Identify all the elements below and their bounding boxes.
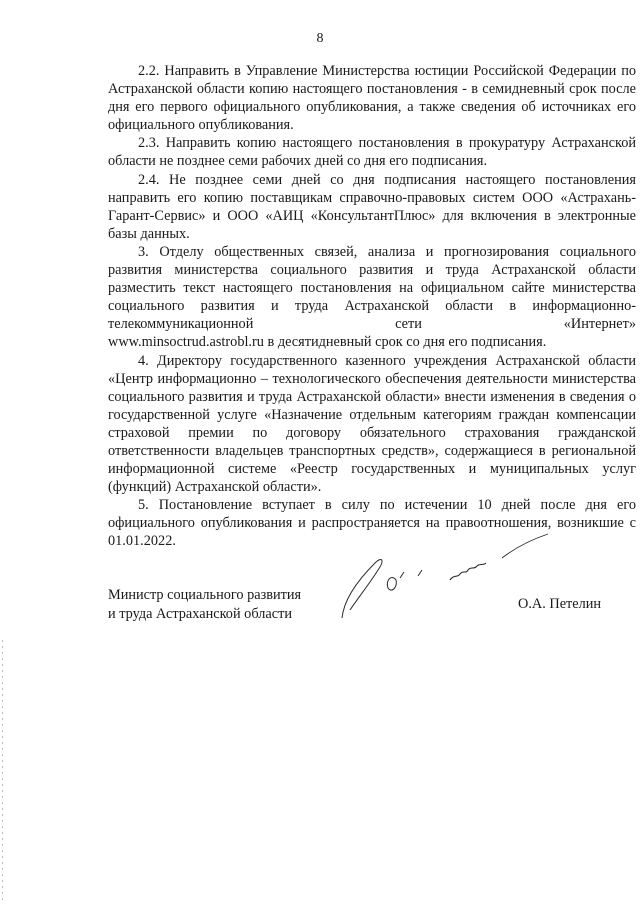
paragraph-3-continuation: www.minsoctrud.astrobl.ru в десятидневный срок со дня его подписания. bbox=[108, 334, 547, 351]
paragraph-2-3: 2.3. Направить копию настоящего постановления в прокуратуру Астраханской области не позднее семи рабочих дней со дня его подписания. bbox=[108, 135, 636, 170]
signatory-title-line-1: Министр социального развития bbox=[108, 587, 302, 603]
scan-edge-artifact bbox=[2, 640, 3, 900]
signatory-title bbox=[108, 586, 301, 624]
paragraph-2-2: 2.2. Направить в Управление Министерства юстиции Российской Федерации по Астраханской области копию настоящего постановления - в семидневный срок после дня его первого официального опубликования, а также сведения об источниках его официального опубликования. bbox=[108, 63, 636, 134]
paragraph-3: 3. Отделу общественных связей, анализа и прогнозирования социального развития министерства социального развития и труда Астраханской области разместить текст настоящего постановления на официальном сайте министерства социального развития и труда Астраханской области в информационно-телекоммуникационной сети «Интернет» bbox=[108, 243, 636, 333]
page-number: 8 bbox=[316, 31, 324, 46]
paragraph-4: 4. Директору государственного казенного учреждения Астраханской области «Центр информационно – технологического обеспечения деятельности министерства социального развития и труда Астраханской области» внести изменения в сведения о государственной услуге «Назначение отдельным категориям граждан компенсации страховой премии по договору обязательного страхования гражданской ответственности владельцев транспортных средств», содержащиеся в региональной информационной системе «Реестр государственных и муниципальных услуг (функций) Астраханской области». bbox=[108, 352, 636, 496]
document-body bbox=[108, 62, 636, 551]
paragraph-5: 5. Постановление вступает в силу по истечении 10 дней после дня его официального опубликования и распространяется на правоотношения, возникшие с 01.01.2022. bbox=[108, 497, 636, 550]
signatory-title-line-2: и труда Астраханской области bbox=[108, 606, 292, 622]
paragraph-2-4: 2.4. Не позднее семи дней со дня подписания настоящего постановления направить его копию поставщикам справочно-правовых систем ООО «Астрахань-Гарант-Сервис» и ООО «АИЦ «КонсультантПлюс» для включения в электронные базы данных. bbox=[108, 171, 636, 242]
signatory-name: О.А. Петелин bbox=[518, 596, 602, 612]
